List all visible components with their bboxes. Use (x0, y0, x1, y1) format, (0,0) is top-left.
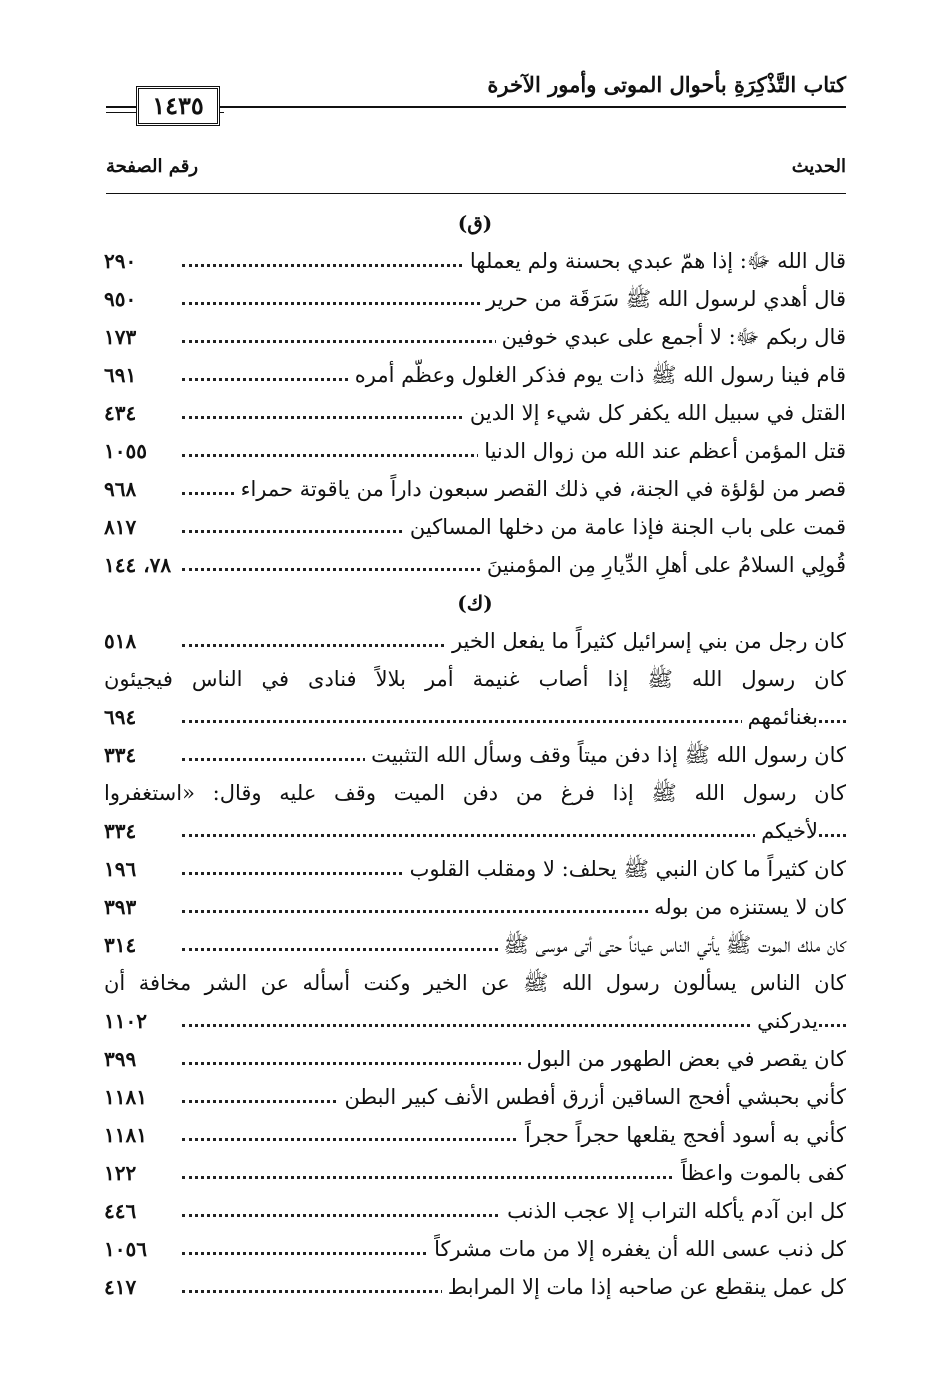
entry-page-number: ١٩٦ (104, 857, 137, 881)
entry-text: قال الله ﷻ: إذا همّ عبدي بحسنة ولم يعملها (464, 242, 846, 280)
entry-text: كل ابن آدم يأكله التراب إلا عجب الذنب (501, 1192, 846, 1230)
entry-page-number: ٨١٧ (104, 515, 137, 539)
list-item (104, 812, 846, 850)
entry-page-number: ٣٩٣ (104, 895, 137, 919)
entry-page-number: ١١٠٢ (104, 1009, 147, 1033)
entry-page-number: ٣٩٩ (104, 1047, 137, 1071)
entry-page-number: ٤٣٤ (104, 401, 137, 425)
entry-page-number: ٦٩٤ (104, 705, 137, 729)
entry-text: كان لا يستنزه من بوله (648, 888, 846, 926)
entry-page-number: ٥١٨ (104, 629, 137, 653)
column-head-hadith: الحديث (791, 156, 846, 177)
list-item (104, 698, 846, 736)
entry-text-continued: يدركني (751, 1002, 818, 1040)
entry-text: كأني بحبشي أفحج الساقين أزرق أفطس الأنف كبير البطن (338, 1078, 846, 1116)
entry-text: كان كثيراً ما كان النبي ﷺ يحلف: لا ومقلب القلوب (404, 850, 846, 888)
entry-text: القتل في سبيل الله يكفر كل شيء إلا الدين (464, 394, 846, 432)
entry-text: كان الناس يسألون رسول الله ﷺ عن الخير وكنت أسأله عن الشر مخافة أن (104, 964, 846, 1002)
entry-text: كان رسول الله ﷺ إذا أصاب غنيمة أمر بلالاً فنادى في الناس فيجيئون (104, 660, 846, 698)
entry-page-number: ١١٨١ (104, 1123, 147, 1147)
list-item (104, 470, 846, 508)
entry-page-number: ٣٣٤ (104, 743, 137, 767)
entry-text: قال ربكم ﷻ: لا أجمع على عبدي خوفين (496, 318, 846, 356)
list-item-line (104, 660, 846, 698)
list-item (104, 1040, 846, 1078)
list-item (104, 850, 846, 888)
section-letter: (ك) (457, 591, 493, 615)
entry-page-number: ١٠٥٦ (104, 1237, 147, 1261)
entry-text: كان يقصر في بعض الطهور من البول (521, 1040, 846, 1078)
entry-text-continued: بغنائمهم (742, 698, 818, 736)
entry-page-number: ٩٦٨ (104, 477, 137, 501)
list-item (104, 280, 846, 318)
entry-page-number: ٧٨، ١٤٤ (104, 553, 172, 577)
entry-text: قمت على باب الجنة فإذا عامة من دخلها المساكين (404, 508, 846, 546)
entry-text-continued: لأخيكم (755, 812, 818, 850)
list-item-line (104, 964, 846, 1002)
entry-page-number: ٩٥٠ (104, 287, 137, 311)
list-item (104, 1116, 846, 1154)
entry-page-number: ١١٨١ (104, 1085, 147, 1109)
dot-leader (182, 1024, 846, 1027)
entry-text: قتل المؤمن أعظم عند الله من زوال الدنيا (478, 432, 846, 470)
entry-page-number: ٣٣٤ (104, 819, 137, 843)
dot-leader (182, 834, 846, 837)
list-item (104, 736, 846, 774)
entry-text: قال أهدي لرسول الله ﷺ سَرَقَة من حرير (480, 280, 846, 318)
entry-page-number: ٢٩٠ (104, 249, 137, 273)
entry-text: كان رسول الله ﷺ إذا فرغ من دفن الميت وقف عليه وقال: «استغفروا (104, 774, 846, 812)
entry-text: كان ملك الموت ﷺ يأتي الناس عياناً حتى أتى موسى ﷺ (498, 926, 847, 964)
running-title: كتاب التَّذْكِرَةِ بأحوال الموتى وأمور الآخرة (487, 72, 846, 97)
entry-text: كأني به أسود أفحج يقلعها حجراً حجراً (519, 1116, 846, 1154)
list-item (104, 1192, 846, 1230)
list-item (104, 1078, 846, 1116)
list-item (104, 1268, 846, 1306)
list-item (104, 1230, 846, 1268)
list-item (104, 1002, 846, 1040)
list-item (104, 1154, 846, 1192)
hadith-index-list (104, 204, 846, 1306)
list-item (104, 242, 846, 280)
entry-page-number: ١٧٣ (104, 325, 137, 349)
entry-page-number: ٤١٧ (104, 1275, 137, 1299)
entry-text: كان رجل من بني إسرائيل كثيراً ما يفعل الخير (446, 622, 846, 660)
list-item (104, 318, 846, 356)
list-item-line (104, 774, 846, 812)
entry-text: قصر من لؤلؤة في الجنة، في ذلك القصر سبعون داراً من ياقوتة حمراء (235, 470, 846, 508)
list-item (104, 394, 846, 432)
list-item (104, 622, 846, 660)
column-head-page: رقم الصفحة (106, 156, 199, 177)
list-item (104, 546, 846, 584)
entry-page-number: ٦٩١ (104, 363, 137, 387)
entry-page-number: ٣١٤ (104, 933, 137, 957)
entry-text: قُولِي السلامُ على أهلِ الدِّيارِ مِن المؤمنينَ (481, 546, 846, 584)
list-item (104, 432, 846, 470)
entry-page-number: ١٠٥٥ (104, 439, 147, 463)
list-item (104, 508, 846, 546)
entry-text: قام فينا رسول الله ﷺ ذات يوم فذكر الغلول وعظّم أمره (349, 356, 846, 394)
entry-text: كان رسول الله ﷺ إذا دفن ميتاً وقف وسأل الله التثبيت (365, 736, 846, 774)
list-item (104, 888, 846, 926)
list-item (104, 356, 846, 394)
entry-text: كفى بالموت واعظاً (675, 1154, 846, 1192)
list-item (104, 926, 846, 964)
entry-text: كل عمل ينقطع عن صاحبه إذا مات إلا المرابط (442, 1268, 846, 1306)
column-rule (106, 193, 846, 194)
entry-page-number: ١٢٢ (104, 1161, 137, 1185)
entry-page-number: ٤٤٦ (104, 1199, 137, 1223)
entry-text: كل ذنب عسى الله أن يغفره إلا من مات مشركاً (428, 1230, 846, 1268)
page-number: ١٤٣٥ (136, 86, 220, 126)
section-letter: (ق) (457, 211, 493, 235)
